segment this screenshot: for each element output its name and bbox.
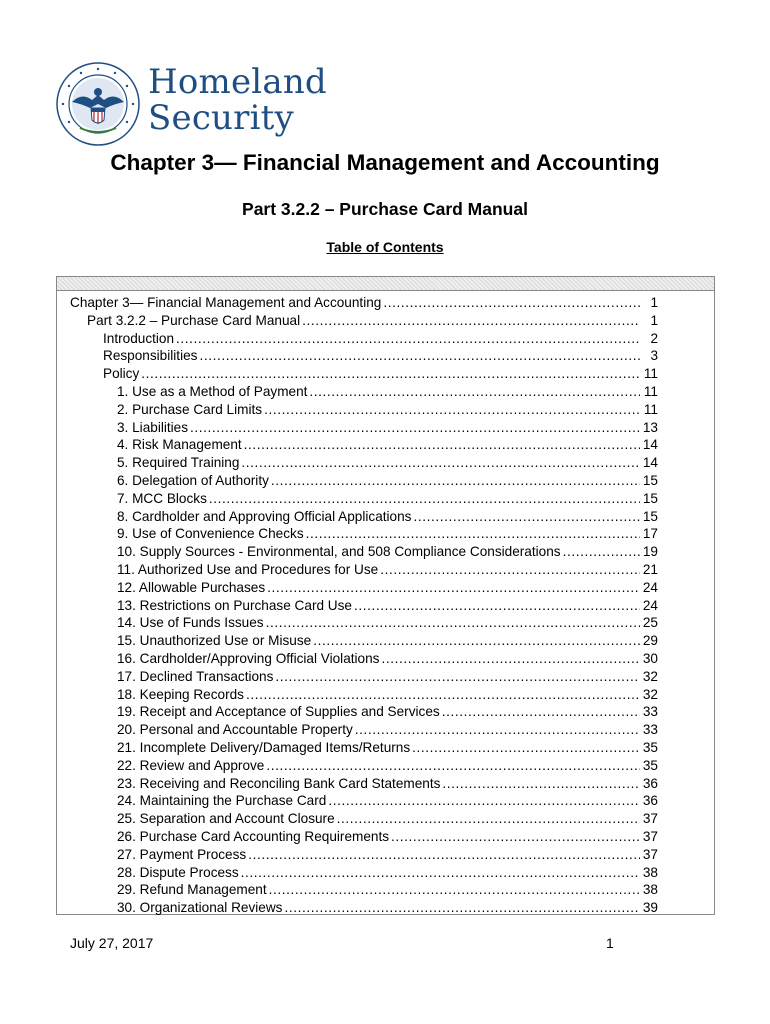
toc-entry-page: 33 xyxy=(642,704,658,720)
toc-entry-title: Policy xyxy=(103,366,140,382)
toc-entry[interactable] xyxy=(70,632,658,650)
toc-entry[interactable] xyxy=(70,401,658,419)
toc-entry-title: 29. Refund Management xyxy=(117,882,267,898)
toc-entry[interactable] xyxy=(70,330,658,348)
toc-dot-leader xyxy=(337,810,640,828)
toc-entry-page: 32 xyxy=(642,686,658,702)
toc-dot-leader xyxy=(190,419,640,437)
toc-entry-title: 28. Dispute Process xyxy=(117,864,239,880)
toc-entry[interactable] xyxy=(70,347,658,365)
toc-dot-leader xyxy=(391,828,640,846)
toc-entry-title: 18. Keeping Records xyxy=(117,686,244,702)
toc-entry-title: Responsibilities xyxy=(103,348,198,364)
toc-entry-title: 5. Required Training xyxy=(117,455,240,471)
toc-entry-title: 22. Review and Approve xyxy=(117,757,265,773)
toc-entry-page: 11 xyxy=(643,366,658,382)
toc-entry-title: 16. Cardholder/Approving Official Violations xyxy=(117,650,380,666)
toc-entry[interactable] xyxy=(70,686,658,704)
toc-entry[interactable] xyxy=(70,775,658,793)
toc-dot-leader xyxy=(266,757,640,775)
toc-entry[interactable] xyxy=(70,703,658,721)
toc-entry[interactable] xyxy=(70,864,658,882)
toc-entry-page: 29 xyxy=(642,633,658,649)
toc-dot-leader xyxy=(383,294,640,312)
toc-dot-leader xyxy=(275,668,640,686)
toc-entry[interactable] xyxy=(70,561,658,579)
toc-dot-leader xyxy=(306,525,640,543)
toc-dot-leader xyxy=(209,490,640,508)
toc-entry[interactable] xyxy=(70,899,658,917)
toc-entry-page: 37 xyxy=(642,828,658,844)
toc-dot-leader xyxy=(309,383,640,401)
toc-dot-leader xyxy=(269,881,640,899)
toc-entry-page: 37 xyxy=(642,811,658,827)
toc-entry-title: 30. Organizational Reviews xyxy=(117,900,283,916)
toc-dot-leader xyxy=(355,721,640,739)
toc-entry-page: 11 xyxy=(643,401,658,417)
toc-entry[interactable] xyxy=(70,579,658,597)
toc-entry[interactable] xyxy=(70,525,658,543)
toc-heading: Table of Contents xyxy=(326,239,444,255)
toc-entry-title: 4. Risk Management xyxy=(117,437,242,453)
toc-entry[interactable] xyxy=(70,597,658,615)
toc-dot-leader xyxy=(302,312,640,330)
toc-entry[interactable] xyxy=(70,846,658,864)
toc-entry-title: Introduction xyxy=(103,330,175,346)
toc-entry[interactable] xyxy=(70,472,658,490)
toc-entry-page: 32 xyxy=(642,668,658,684)
toc-entry-title: 21. Incomplete Delivery/Damaged Items/Returns xyxy=(117,739,411,755)
toc-entry-page: 2 xyxy=(650,330,658,346)
toc-entry-title: 25. Separation and Account Closure xyxy=(117,811,335,827)
dhs-wordmark xyxy=(148,64,327,136)
toc-list xyxy=(70,294,658,917)
footer-date: July 27, 2017 xyxy=(70,935,154,951)
toc-entry-title: 20. Personal and Accountable Property xyxy=(117,722,353,738)
toc-dot-leader xyxy=(246,686,640,704)
toc-entry[interactable] xyxy=(70,294,658,312)
chapter-title: Chapter 3— Financial Management and Accounting xyxy=(110,150,660,175)
toc-dot-leader xyxy=(199,347,640,365)
brand-line-1: Homeland xyxy=(148,62,327,102)
toc-entry[interactable] xyxy=(70,881,658,899)
toc-entry-page: 39 xyxy=(642,900,658,916)
toc-entry[interactable] xyxy=(70,490,658,508)
toc-dot-leader xyxy=(241,864,640,882)
toc-entry-page: 35 xyxy=(642,739,658,755)
toc-entry-page: 15 xyxy=(642,490,658,506)
toc-entry[interactable] xyxy=(70,365,658,383)
toc-entry[interactable] xyxy=(70,739,658,757)
toc-entry-page: 33 xyxy=(642,722,658,738)
toc-dot-leader xyxy=(442,775,640,793)
toc-dot-leader xyxy=(412,739,640,757)
toc-entry[interactable] xyxy=(70,454,658,472)
toc-entry-page: 30 xyxy=(642,650,658,666)
toc-entry-page: 25 xyxy=(642,615,658,631)
toc-entry-page: 37 xyxy=(642,846,658,862)
toc-entry-title: Part 3.2.2 – Purchase Card Manual xyxy=(87,312,301,328)
toc-entry-page: 15 xyxy=(642,508,658,524)
toc-entry-title: 12. Allowable Purchases xyxy=(117,579,266,595)
toc-entry[interactable] xyxy=(70,757,658,775)
toc-entry-title: 3. Liabilities xyxy=(117,419,189,435)
toc-entry-title: 7. MCC Blocks xyxy=(117,490,207,506)
toc-entry-page: 38 xyxy=(642,864,658,880)
toc-entry[interactable] xyxy=(70,312,658,330)
toc-dot-leader xyxy=(442,703,640,721)
toc-entry[interactable] xyxy=(70,419,658,437)
toc-dot-leader xyxy=(380,561,640,579)
toc-dot-leader xyxy=(413,508,640,526)
toc-entry[interactable] xyxy=(70,828,658,846)
toc-entry-title: 8. Cardholder and Approving Official Applications xyxy=(117,508,412,524)
toc-dot-leader xyxy=(241,454,640,472)
toc-entry-title: 11. Authorized Use and Procedures for Use xyxy=(117,561,379,577)
toc-entry-title: 23. Receiving and Reconciling Bank Card Statements xyxy=(117,775,441,791)
toc-dot-leader xyxy=(381,650,640,668)
toc-entry[interactable] xyxy=(70,721,658,739)
toc-entry-title: 26. Purchase Card Accounting Requirements xyxy=(117,828,390,844)
toc-entry[interactable] xyxy=(70,668,658,686)
toc-entry-title: 10. Supply Sources - Environmental, and 508 Compliance Considerations xyxy=(117,544,561,560)
toc-entry-page: 19 xyxy=(642,544,658,560)
toc-dot-leader xyxy=(244,436,640,454)
toc-entry[interactable] xyxy=(70,508,658,526)
toc-entry-title: 15. Unauthorized Use or Misuse xyxy=(117,633,312,649)
toc-entry-title: 14. Use of Funds Issues xyxy=(117,615,264,631)
toc-entry-page: 1 xyxy=(650,312,658,328)
toc-dot-leader xyxy=(354,597,640,615)
toc-entry[interactable] xyxy=(70,650,658,668)
toc-entry-page: 36 xyxy=(642,775,658,791)
part-title: Part 3.2.2 – Purchase Card Manual xyxy=(242,199,528,219)
toc-entry-page: 17 xyxy=(642,526,658,542)
toc-entry[interactable] xyxy=(70,810,658,828)
toc-entry-title: 17. Declined Transactions xyxy=(117,668,274,684)
toc-entry[interactable] xyxy=(70,383,658,401)
toc-entry[interactable] xyxy=(70,543,658,561)
toc-dot-leader xyxy=(141,365,640,383)
toc-entry[interactable] xyxy=(70,792,658,810)
toc-entry[interactable] xyxy=(70,614,658,632)
toc-entry-page: 13 xyxy=(642,419,658,435)
toc-entry-title: 1. Use as a Method of Payment xyxy=(117,383,308,399)
toc-entry-title: 19. Receipt and Acceptance of Supplies and Services xyxy=(117,704,440,720)
toc-entry-title: 13. Restrictions on Purchase Card Use xyxy=(117,597,352,613)
toc-dot-leader xyxy=(266,614,640,632)
toc-entry-page: 21 xyxy=(642,561,658,577)
brand-line-2: Security xyxy=(148,98,294,138)
toc-entry-page: 3 xyxy=(650,348,658,364)
toc-entry-page: 15 xyxy=(642,472,658,488)
toc-entry-page: 24 xyxy=(642,579,658,595)
toc-entry-title: 6. Delegation of Authority xyxy=(117,472,269,488)
toc-entry-title: 9. Use of Convenience Checks xyxy=(117,526,304,542)
toc-dot-leader xyxy=(313,632,640,650)
toc-entry-page: 35 xyxy=(642,757,658,773)
dhs-logo xyxy=(56,60,326,150)
toc-entry-title: Chapter 3— Financial Management and Accounting xyxy=(70,295,382,310)
footer-page-number: 1 xyxy=(606,935,614,951)
toc-entry-page: 24 xyxy=(642,597,658,613)
toc-dot-leader xyxy=(267,579,640,597)
dhs-seal-icon xyxy=(56,62,140,146)
toc-entry-title: 27. Payment Process xyxy=(117,846,247,862)
toc-entry-title: 24. Maintaining the Purchase Card xyxy=(117,793,327,809)
toc-dot-leader xyxy=(176,330,640,348)
toc-entry[interactable] xyxy=(70,436,658,454)
toc-dot-leader xyxy=(271,472,640,490)
toc-entry-page: 38 xyxy=(642,882,658,898)
toc-entry-page: 1 xyxy=(650,295,658,310)
toc-entry-page: 36 xyxy=(642,793,658,809)
toc-entry-page: 14 xyxy=(642,455,658,471)
toc-dot-leader xyxy=(248,846,640,864)
toc-entry-title: 2. Purchase Card Limits xyxy=(117,401,263,417)
toc-dot-leader xyxy=(563,543,640,561)
toc-entry-page: 14 xyxy=(642,437,658,453)
toc-dot-leader xyxy=(328,792,640,810)
toc-frame-header xyxy=(57,277,714,291)
toc-dot-leader xyxy=(284,899,640,917)
toc-entry-page: 11 xyxy=(643,383,658,399)
toc-dot-leader xyxy=(264,401,640,419)
